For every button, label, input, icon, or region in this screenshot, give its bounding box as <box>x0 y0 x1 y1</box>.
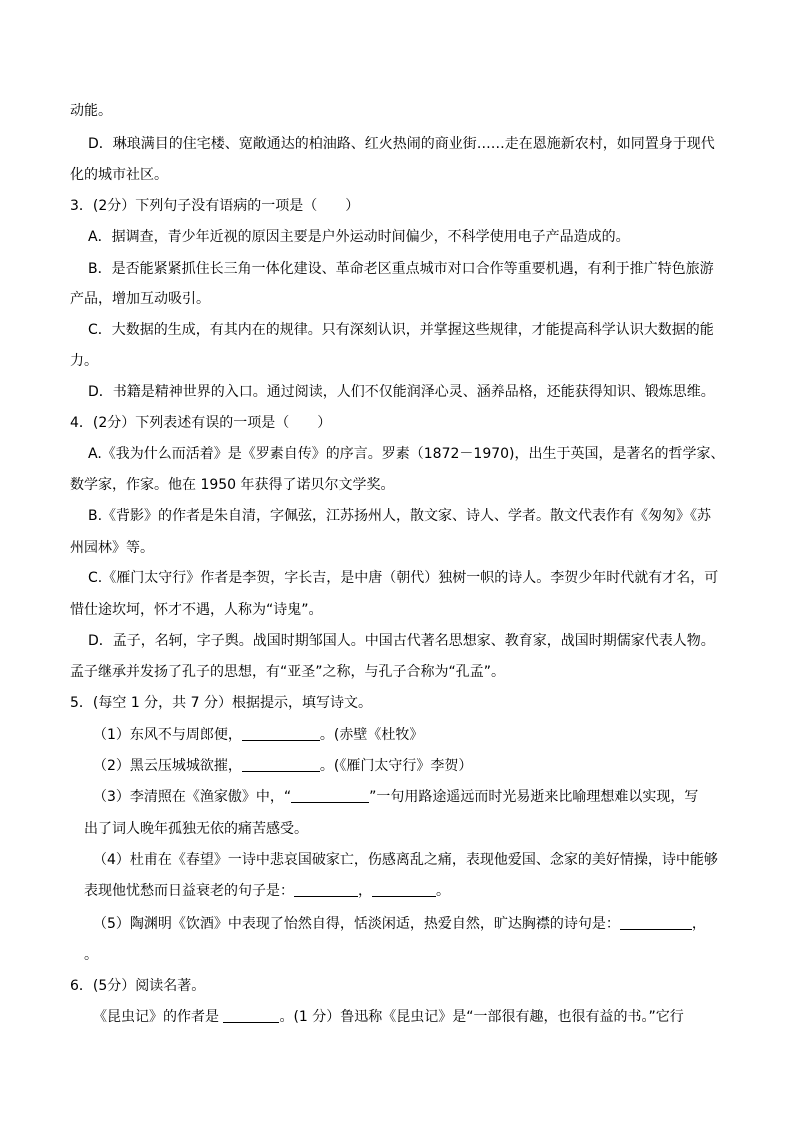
text-line: 产品，增加互动吸引。 <box>70 291 210 307</box>
option-b: B.《背影》的作者是朱自清，字佩弦，江苏扬州人，散文家、诗人、学者。散文代表作有《匆匆》《苏 <box>88 508 712 524</box>
option-c: C.《雁门太守行》作者是李贺，字长吉，是中唐（朝代）独树一帜的诗人。李贺少年时代就有才名，可 <box>88 570 719 586</box>
answer-blank[interactable] <box>294 882 358 897</box>
prompt-text: ”一句用路途遥远而时光易逝来比喻理想难以实现，写 <box>369 789 699 805</box>
question-6-text <box>93 1008 684 1026</box>
option-d: D．孟子，名轲，字子舆。战国时期邹国人。中国古代著名思想家、教育家，战国时期儒家代表人物。 <box>88 633 715 649</box>
question-4: 4．(2分）下列表述有误的一项是（ ） <box>70 415 332 431</box>
prompt-text: 。(《雁门太守行》李贺） <box>319 758 473 774</box>
prompt-text: 。 <box>436 883 450 899</box>
sub-question-3 <box>93 788 698 806</box>
answer-blank[interactable] <box>372 882 436 897</box>
prompt-text: （2）黑云压城城欲摧， <box>93 758 242 774</box>
prompt-text: （3）李清照在《渔家傲》中，“ <box>93 789 292 805</box>
sub-question-4: （4）杜甫在《春望》一诗中悲哀国破家亡，伤感离乱之痛，表现他爱国、念家的美好情操，诗中能够 <box>93 852 718 868</box>
question-6: 6．(5分）阅读名著。 <box>70 978 206 994</box>
prompt-text: ， <box>358 883 372 899</box>
sub-question-1 <box>93 726 423 744</box>
option-d: D．琳琅满目的住宅楼、宽敞通达的柏油路、红火热闹的商业街……走在恩施新农村，如同置身于现代 <box>88 136 715 152</box>
prompt-text: （5）陶渊明《饮酒》中表现了怡然自得，恬淡闲适，热爱自然，旷达胸襟的诗句是： <box>93 916 620 932</box>
prompt-text: 表现他忧愁而日益衰老的句子是： <box>84 883 294 899</box>
answer-blank[interactable] <box>223 1008 279 1023</box>
text-line: 。 <box>84 947 98 963</box>
question-5: 5．(每空 1 分，共 7 分）根据提示，填写诗文。 <box>70 695 372 711</box>
prompt-text: 。(赤壁《杜牧》 <box>319 727 424 743</box>
text-line: 动能。 <box>70 103 112 119</box>
option-a: A．据调查，青少年近视的原因主要是户外运动时间偏少，不科学使用电子产品造成的。 <box>88 229 630 245</box>
answer-blank[interactable] <box>620 915 692 930</box>
text-line: 惜仕途坎坷，怀才不遇，人称为“诗鬼”。 <box>70 602 323 618</box>
option-d: D．书籍是精神世界的入口。通过阅读，人们不仅能润泽心灵、涵养品格，还能获得知识、锻炼思维。 <box>88 384 715 400</box>
text-line: 数学家，作家。他在 1950 年获得了诺贝尔文学奖。 <box>70 477 395 493</box>
text-line: 出了词人晚年孤独无依的痛苦感受。 <box>84 821 308 837</box>
sub-question-2 <box>93 757 472 775</box>
prompt-text: （1）东风不与周郎便， <box>93 727 242 743</box>
question-3: 3．(2分）下列句子没有语病的一项是（ ） <box>70 198 360 214</box>
prompt-text: 。(1 分）鲁迅称《昆虫记》是“一部很有趣，也很有益的书。”它行 <box>279 1009 684 1025</box>
text-line: 化的城市社区。 <box>70 167 168 183</box>
option-c: C．大数据的生成，有其内在的规律。只有深刻认识，并掌握这些规律，才能提高科学认识大数据的能 <box>88 322 714 338</box>
answer-blank[interactable] <box>242 726 320 741</box>
sub-question-5 <box>93 915 706 933</box>
text-line: 力。 <box>70 353 98 369</box>
answer-blank[interactable] <box>242 757 320 772</box>
text-line: 孟子继承并发扬了孔子的思想，有“亚圣”之称，与孔子合称为“孔孟”。 <box>70 664 506 680</box>
option-a: A.《我为什么而活着》是《罗素自传》的序言。罗素（1872－1970)，出生于英国，是著名的哲学家、 <box>88 446 725 462</box>
answer-blank[interactable] <box>291 788 369 803</box>
sub-question-4-answer <box>84 882 450 900</box>
text-line: 州园林》等。 <box>70 540 154 556</box>
option-b: B．是否能紧紧抓住长三角一体化建设、革命老区重点城市对口合作等重要机遇，有利于推广特色旅游 <box>88 261 714 277</box>
prompt-text: ， <box>691 916 706 932</box>
prompt-text: 《昆虫记》的作者是 <box>93 1009 224 1025</box>
